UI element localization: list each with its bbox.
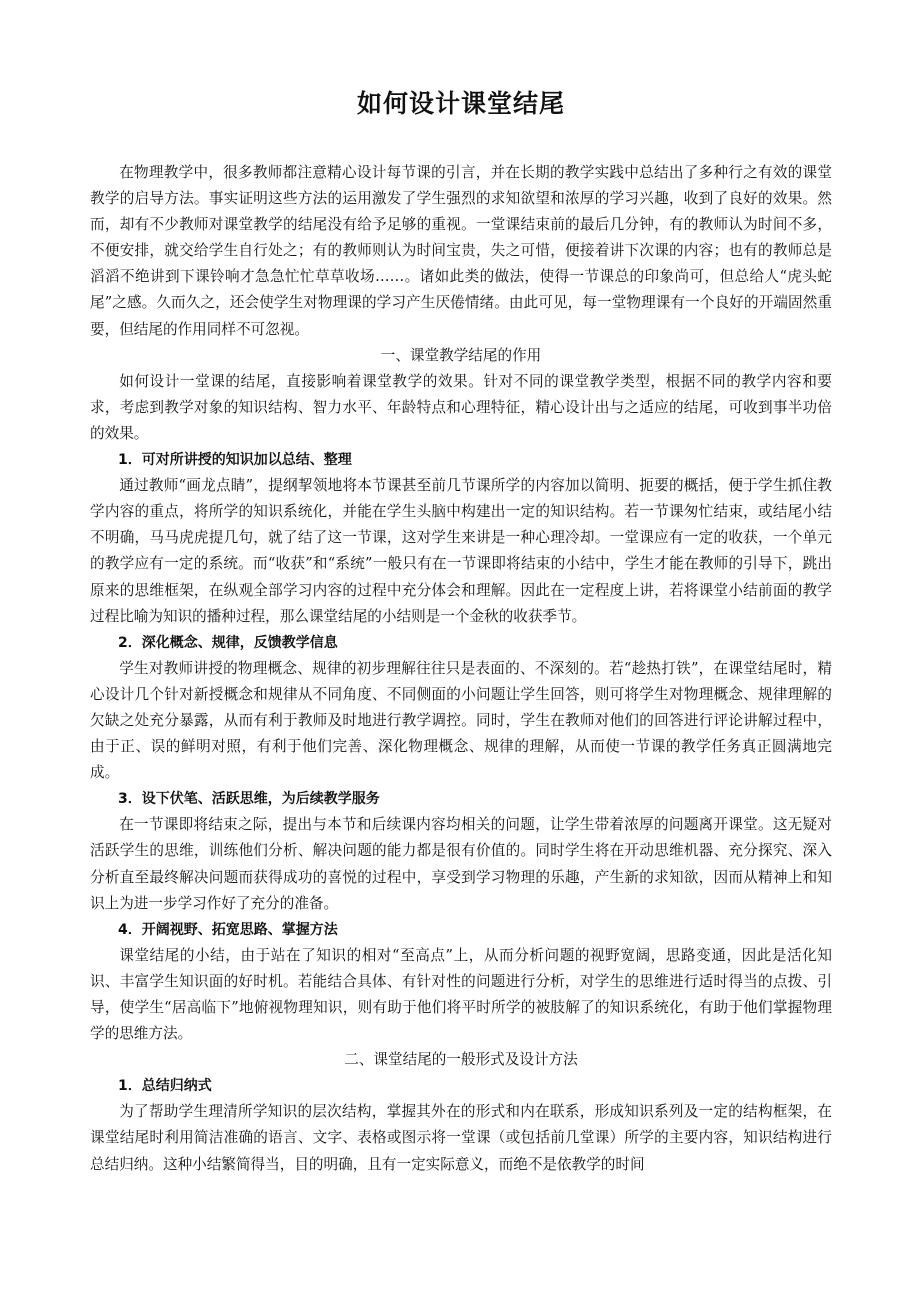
section2-item1-heading: 1．总结归纳式 bbox=[118, 1078, 212, 1095]
document-page bbox=[90, 0, 832, 1178]
intro-paragraph: 在物理教学中，很多教师都注意精心设计每节课的引言，并在长期的教学实践中总结出了多种行之有效的课堂教学的启导方法。事实证明这些方法的运用激发了学生强烈的求知欲望和浓厚的学习兴趣，收到了良好的效果。然而，却有不少教师对课堂教学的结尾没有给予足够的重视。一堂课结束前的最后几分钟，有的教师认为时间不多，不便安排，就交给学生自行处之；有的教师则认为时间宝贵，失之可惜，便接着讲下次课的内容；也有的教师总是滔滔不绝讲到下课铃响才急急忙忙草草收场……。诸如此类的做法，使得一节课总的印象尚可，但总给人“虎头蛇尾”之感。久而久之，还会使学生对物理课的学习产生厌倦情绪。由此可见，每一堂物理课有一个良好的开端固然重要，但结尾的作用同样不可忽视。 bbox=[90, 164, 832, 338]
section2-heading: 二、课堂结尾的一般形式及设计方法 bbox=[344, 1051, 578, 1069]
section1-item2-paragraph: 学生对教师讲授的物理概念、规律的初步理解往往只是表面的、不深刻的。若“趁热打铁”，在课堂结尾时，精心设计几个针对新授概念和规律从不同角度、不同侧面的小问题让学生回答，则可将学生对物理概念、规律理解的欠缺之处充分暴露，从而有利于教师及时地进行教学调控。同时，学生在教师对他们的回答进行评论讲解过程中，由于正、误的鲜明对照，有利于他们完善、深化物理概念、规律的理解，从而使一节课的教学任务真正圆满地完成。 bbox=[90, 659, 832, 782]
section1-item4-heading: 4．开阔视野、拓宽思路、掌握方法 bbox=[118, 921, 338, 938]
section1-item3-paragraph: 在一节课即将结束之际，提出与本节和后续课内容均相关的问题，让学生带着浓厚的问题离开课堂。这无疑对活跃学生的思维，训练他们分析、解决问题的能力都是很有价值的。同时学生将在开动思维机器、充分探究、深入分析直至最终解决问题而获得成功的喜悦的过程中，享受到学习物理的乐趣，产生新的求知欲，因而从精神上和知识上为进一步学习作好了充分的准备。 bbox=[90, 816, 832, 912]
section1-item2-heading: 2．深化概念、规律，反馈教学信息 bbox=[118, 634, 338, 651]
section1-intro-paragraph: 如何设计一堂课的结尾，直接影响着课堂教学的效果。针对不同的课堂教学类型，根据不同的教学内容和要求，考虑到教学对象的知识结构、智力水平、年龄特点和心理特征，精心设计出与之适应的结尾，可收到事半功倍的效果。 bbox=[90, 372, 832, 442]
section1-item3-heading: 3．设下伏笔、活跃思维，为后续教学服务 bbox=[118, 791, 380, 808]
document-body bbox=[90, 160, 832, 1178]
section2-item1-paragraph: 为了帮助学生理清所学知识的层次结构，掌握其外在的形式和内在联系，形成知识系列及一定的结构框架，在课堂结尾时利用简洁准确的语言、文字、表格或图示将一堂课（或包括前几堂课）所学的主要内容，知识结构进行总结归纳。这种小结繁简得当，目的明确，且有一定实际意义，而绝不是依教学的时间 bbox=[90, 1103, 832, 1173]
document-title: 如何设计课堂结尾 bbox=[356, 89, 565, 118]
section1-item1-heading: 1．可对所讲授的知识加以总结、整理 bbox=[118, 452, 352, 469]
section1-item1-paragraph: 通过教师“画龙点睛”，提纲挈领地将本节课甚至前几节课所学的内容加以简明、扼要的概括，便于学生抓住教学内容的重点，将所学的知识系统化，并能在学生头脑中构建出一定的知识结构。若一节课匆忙结束，或结尾小结不明确，马马虎虎提几句，就了结了这一节课，这对学生来讲是一种心理冷却。一堂课应有一定的收获，一个单元的教学应有一定的系统。而“收获”和“系统”一般只有在一节课即将结束的小结中，学生才能在教师的引导下，跳出原来的思维框架，在纵观全部学习内容的过程中充分体会和理解。因此在一定程度上讲，若将课堂小结前面的教学过程比喻为知识的播种过程，那么课堂结尾的小结则是一个金秋的收获季节。 bbox=[90, 477, 832, 625]
section1-heading: 一、课堂教学结尾的作用 bbox=[380, 346, 542, 364]
section1-item4-paragraph: 课堂结尾的小结，由于站在了知识的相对“至高点”上，从而分析问题的视野宽阔，思路变通，因此是活化知识、丰富学生知识面的好时机。若能结合具体、有针对性的问题进行分析，对学生的思维进行适时得当的点拨、引导，使学生“居高临下”地俯视物理知识，则有助于他们将平时所学的被肢解了的知识系统化，有助于他们掌握物理学的思维方法。 bbox=[90, 946, 832, 1043]
